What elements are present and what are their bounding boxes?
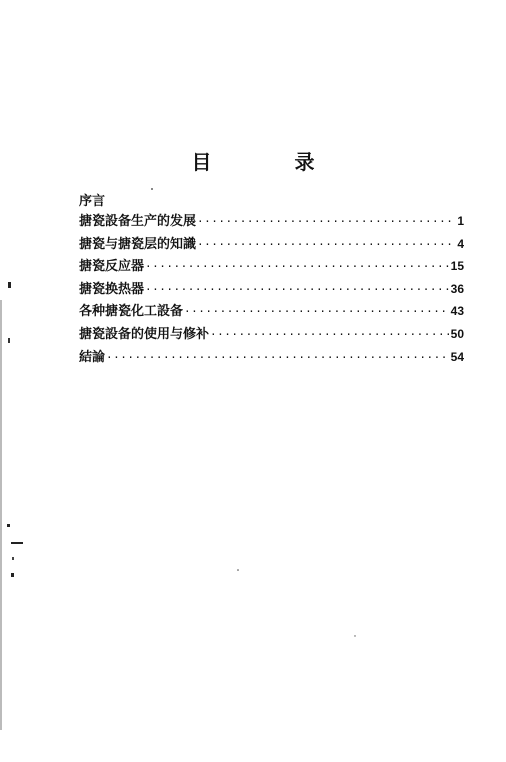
toc-entry-title: 結論: [79, 349, 106, 365]
toc-entry-title: 搪瓷反应器: [79, 259, 145, 275]
toc-entry-page: 1: [457, 214, 464, 228]
dot-leader: [197, 215, 456, 228]
page-title: 目 录: [191, 150, 353, 174]
speck: [11, 542, 23, 544]
toc-entry[interactable]: [79, 346, 464, 369]
toc-entry-title: 搪瓷設备生产的发展: [79, 214, 197, 229]
toc-entry[interactable]: [79, 323, 464, 346]
toc-entry-page: 50: [450, 326, 464, 341]
preface-label: 序言: [79, 194, 106, 209]
speck: [12, 557, 14, 560]
toc-entry-page: 4: [457, 236, 464, 251]
toc-entry-title: 搪瓷設备的使用与修补: [79, 326, 210, 342]
speck: [8, 338, 10, 343]
dot-leader: [145, 283, 450, 296]
dot-leader: [184, 305, 450, 318]
toc-entry-title: 各种搪瓷化工設备: [79, 304, 184, 320]
toc-entry[interactable]: [79, 278, 464, 301]
page-edge-shadow: [0, 300, 2, 730]
dot-leader: [106, 351, 450, 364]
toc-entry-page: 36: [450, 281, 464, 296]
toc-entry-page: 15: [450, 259, 464, 274]
speck: [151, 188, 153, 190]
toc-entry[interactable]: [79, 255, 464, 278]
toc-entry[interactable]: [79, 210, 464, 233]
dot-leader: [210, 328, 450, 341]
speck: [354, 635, 355, 636]
speck: [8, 282, 11, 288]
toc-entry-page: 54: [450, 349, 464, 364]
speck: [237, 569, 239, 571]
speck: [11, 573, 14, 577]
speck: [7, 524, 10, 527]
toc-entry[interactable]: [79, 233, 464, 256]
toc-entry-page: 43: [450, 304, 464, 319]
toc-entry-title: 搪瓷换热器: [79, 281, 145, 297]
table-of-contents: [79, 210, 464, 368]
dot-leader: [197, 238, 456, 251]
dot-leader: [145, 260, 450, 273]
toc-entry[interactable]: [79, 300, 464, 323]
toc-entry-title: 搪瓷与搪瓷层的知識: [79, 236, 197, 252]
